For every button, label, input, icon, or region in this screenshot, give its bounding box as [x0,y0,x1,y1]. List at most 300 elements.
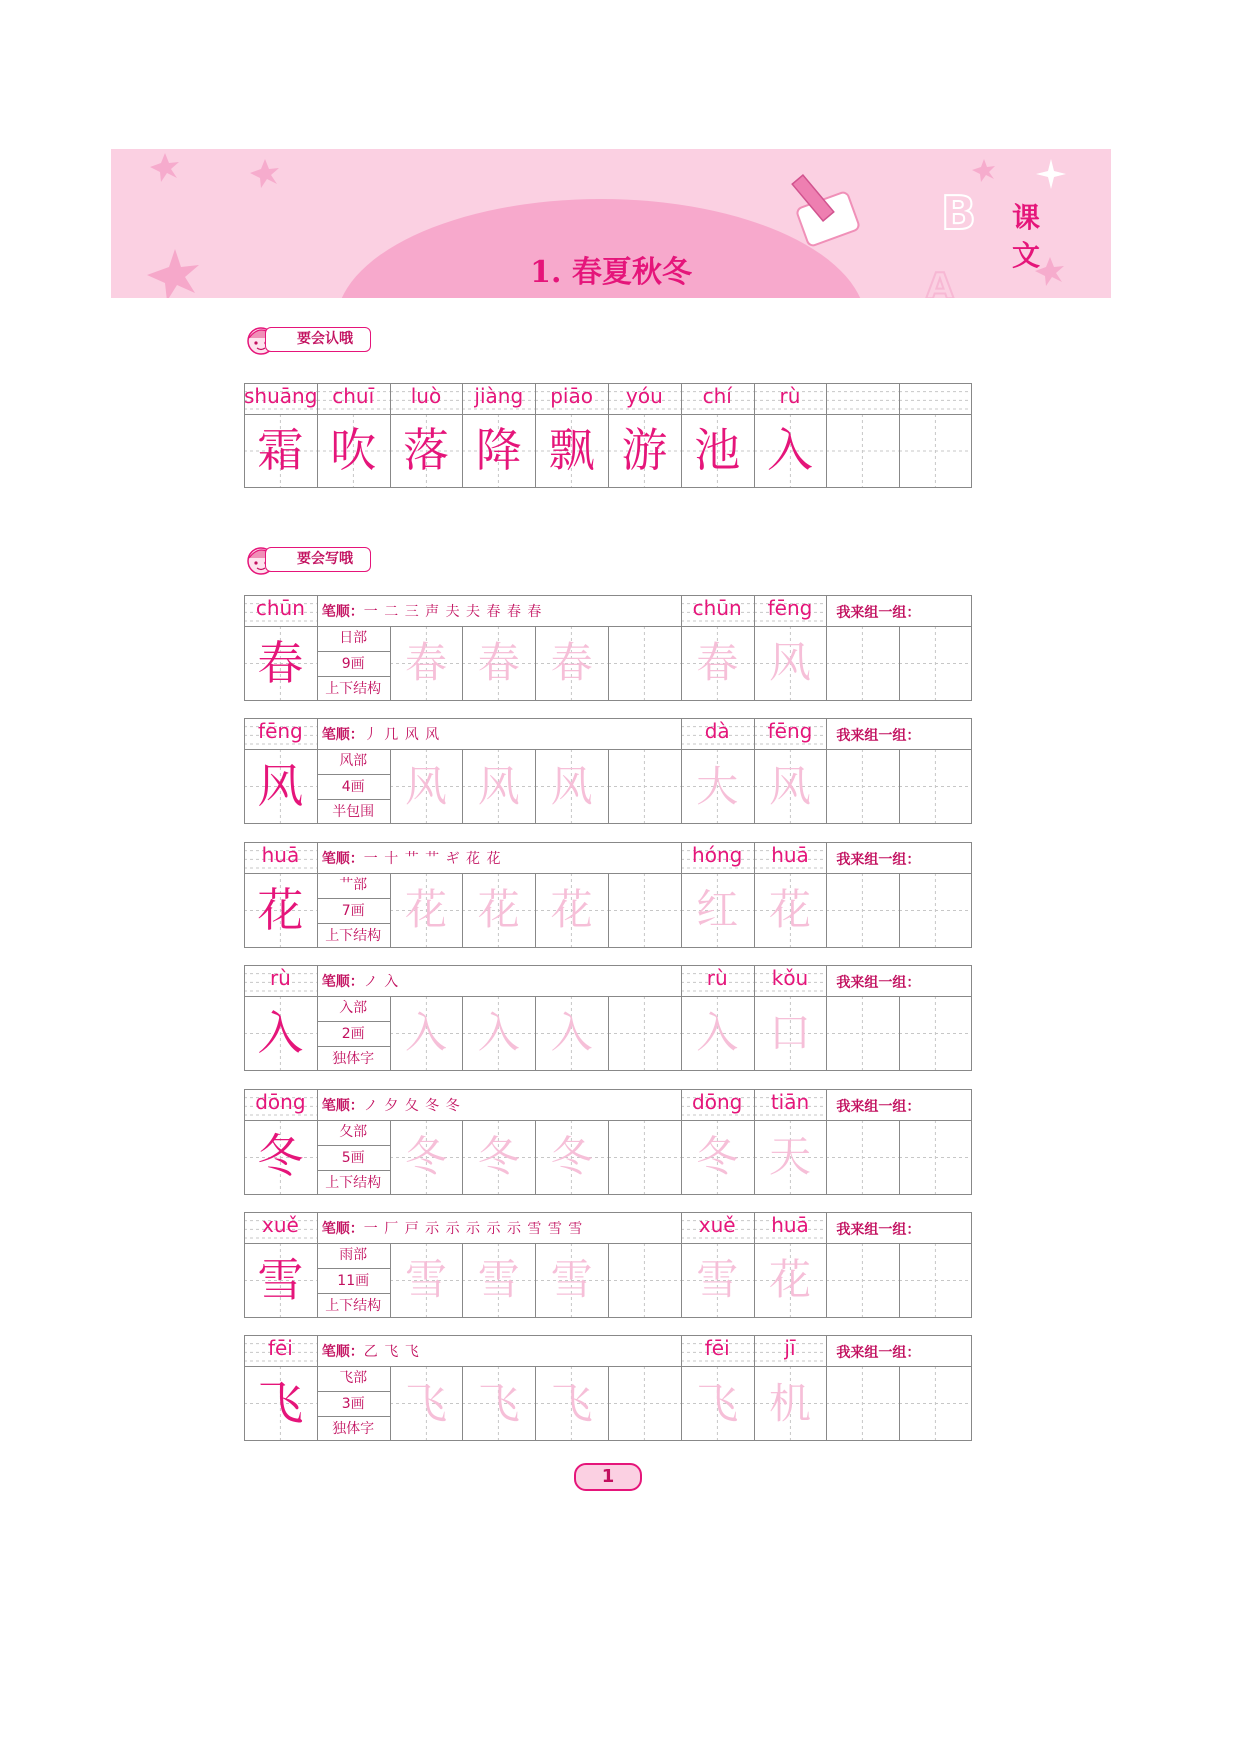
trace-cell[interactable] [681,1366,754,1441]
trace-cell[interactable] [535,626,608,701]
pinyin-text: dōng [692,1089,743,1114]
trace-char: 春 [696,638,739,688]
trace-cell[interactable] [390,1120,463,1195]
trace-char: 入 [550,1008,593,1058]
pinyin-cell [608,383,681,414]
hanzi-cell[interactable] [826,1120,899,1195]
hanzi-cell[interactable] [826,1366,899,1441]
char-structure: 上下结构 [317,1170,390,1196]
char-count: 9画 [317,651,390,677]
hanzi-char: 风 [257,759,304,814]
grid-divider [535,1243,536,1318]
pinyin-cell [754,1335,827,1366]
pinyin-text: tiān [770,1089,810,1114]
grid-divider [317,965,318,1071]
trace-cell[interactable] [681,996,754,1071]
pinyin-cell [390,383,463,414]
trace-cell[interactable] [754,749,827,824]
trace-char: 花 [768,885,811,935]
pinyin-cell [681,383,754,414]
section-tag-label: 要会写哦 [265,547,371,572]
trace-char: 冬 [404,1131,447,1181]
hanzi-char: 落 [402,423,449,478]
grid-divider [462,1366,463,1441]
char-count: 4画 [317,774,390,800]
grid-divider [244,1366,972,1367]
trace-cell[interactable] [535,1120,608,1195]
grid-divider [535,873,536,948]
pinyin-cell [681,1089,754,1120]
pinyin-text: yóu [626,384,663,408]
grid-divider [462,383,463,488]
grid-divider [317,842,318,948]
grid-divider [390,1120,391,1195]
hanzi-cell[interactable] [899,873,972,948]
grid-divider [681,1089,682,1195]
char-count: 3画 [317,1391,390,1417]
stroke-order-label: 笔顺： [321,604,364,620]
group-label: 我来组一组： [836,1098,921,1115]
trace-cell[interactable] [535,1366,608,1441]
section-tag-write [243,542,373,578]
grid-divider [899,626,900,701]
trace-char: 入 [696,1008,739,1058]
trace-cell[interactable] [390,1366,463,1441]
pinyin-cell [681,1212,754,1243]
hanzi-cell[interactable] [754,414,827,488]
grid-divider [390,996,391,1071]
hanzi-cell[interactable] [899,1366,972,1441]
grid-divider [754,842,755,948]
hanzi-cell[interactable] [681,414,754,488]
trace-char: 雪 [550,1255,593,1305]
hanzi-cell[interactable] [899,414,972,488]
grid-divider [608,996,609,1071]
char-structure: 上下结构 [317,1293,390,1319]
pinyin-text: dà [704,719,730,744]
grid-divider [681,1212,682,1318]
char-structure: 半包围 [317,799,390,825]
pinyin-text: fēng [767,719,813,744]
grid-divider [390,383,391,488]
write-block [244,842,972,948]
stroke-order-label: 笔顺： [321,850,364,867]
hanzi-cell[interactable] [244,1120,317,1195]
trace-cell[interactable] [535,873,608,948]
group-label: 我来组一组： [836,851,921,868]
pinyin-text: fēng [767,596,813,620]
trace-char: 天 [768,1131,811,1181]
trace-cell[interactable] [462,996,535,1071]
section-tag-read [243,322,373,358]
group-label: 我来组一组： [836,1345,921,1362]
trace-char: 大 [696,761,739,811]
grid-divider [899,1243,900,1318]
trace-cell[interactable] [390,749,463,824]
letter-a-decoration: A [926,266,954,298]
pinyin-text: rù [269,966,291,991]
trace-char: 风 [768,761,811,811]
hanzi-cell[interactable] [826,873,899,948]
trace-cell[interactable] [681,1120,754,1195]
grid-divider [244,873,972,874]
grid-divider [754,1335,755,1441]
char-structure: 独体字 [317,1046,390,1072]
badge-char: 课 [1011,201,1040,234]
pinyin-text: jiàng [474,384,524,408]
group-label: 我来组一组： [836,605,921,621]
pinyin-cell [244,383,317,414]
trace-cell[interactable] [754,996,827,1071]
hanzi-char: 雪 [257,1252,304,1307]
grid-divider [826,1335,827,1441]
char-info [317,626,390,701]
grid-divider [754,1212,755,1318]
stroke-sequence: 一 厂 戸 示 示 示 示 示 雪 雪 雪 [363,1221,584,1237]
trace-char: 雪 [404,1255,447,1305]
hanzi-cell[interactable] [244,1366,317,1441]
pinyin-text: huā [771,842,809,867]
grid-divider [462,1120,463,1195]
trace-cell[interactable] [681,749,754,824]
pinyin-text: dōng [255,1089,306,1114]
char-radical: 夂部 [339,1123,368,1140]
hanzi-cell[interactable] [462,414,535,488]
pinyin-text: fēi [704,1336,730,1361]
trace-cell[interactable] [462,1120,535,1195]
pinyin-text: fēi [267,1336,293,1361]
lesson-title: 1. 春夏秋冬 [530,255,692,290]
hanzi-cell[interactable] [244,749,317,824]
pinyin-text: luò [410,384,442,408]
pinyin-cell [244,965,317,996]
pinyin-text: rù [779,384,801,408]
trace-cell[interactable] [462,1366,535,1441]
trace-cell[interactable] [681,626,754,701]
grid-divider [390,1243,391,1318]
pinyin-text: fēng [258,719,303,744]
hanzi-cell[interactable] [608,1366,681,1441]
hanzi-cell[interactable] [608,414,681,488]
hanzi-char: 入 [766,423,813,478]
grid-divider [681,1335,682,1441]
stroke-order [322,848,650,868]
hanzi-char: 花 [257,882,304,937]
hanzi-cell[interactable] [899,626,972,701]
char-count: 5画 [317,1145,390,1171]
char-info [317,749,390,824]
trace-char: 红 [696,885,739,935]
write-block [244,1335,972,1441]
trace-cell[interactable] [754,1243,827,1318]
grid-divider [754,718,755,824]
hanzi-cell[interactable] [899,749,972,824]
pinyin-text: chūn [255,596,305,620]
pinyin-cell [462,383,535,414]
hanzi-cell[interactable] [317,414,390,488]
hanzi-cell[interactable] [826,414,899,488]
trace-cell[interactable] [535,749,608,824]
char-count: 2画 [317,1021,390,1047]
trace-cell[interactable] [390,626,463,701]
grid-divider [754,1089,755,1195]
trace-cell[interactable] [462,626,535,701]
stroke-order-label: 笔顺： [321,974,364,991]
pinyin-cell [754,718,827,749]
trace-char: 入 [477,1008,520,1058]
pinyin-text: shuāng [244,384,318,408]
grid-divider [681,595,682,701]
letter-b-decoration: B [941,186,977,240]
grid-divider [535,383,536,488]
hanzi-char: 霜 [257,423,304,478]
pinyin-text: piāo [550,384,593,408]
hanzi-cell[interactable] [608,1120,681,1195]
char-structure: 上下结构 [317,676,390,702]
hanzi-cell[interactable] [826,749,899,824]
grid-divider [535,749,536,824]
trace-cell[interactable] [535,996,608,1071]
stroke-order-label: 笔顺： [321,1221,364,1237]
hanzi-cell[interactable] [244,1243,317,1318]
grid-divider [535,626,536,701]
hanzi-cell[interactable] [244,626,317,701]
hanzi-char: 飘 [548,423,595,478]
grid-divider [390,873,391,948]
grid-divider [899,383,900,488]
grid-divider [899,996,900,1071]
pinyin-cell [244,842,317,873]
grid-divider [754,965,755,1071]
char-info [317,996,390,1071]
group-label: 我来组一组： [836,1222,921,1238]
hanzi-cell[interactable] [826,996,899,1071]
stroke-sequence: 乙 飞 飞 [363,1344,420,1361]
grid-divider [899,873,900,948]
hanzi-cell[interactable] [608,996,681,1071]
trace-char: 冬 [696,1131,739,1181]
grid-divider [244,414,972,415]
trace-char: 春 [404,638,447,688]
pinyin-cell [826,383,899,414]
hanzi-cell[interactable] [608,749,681,824]
write-block [244,1212,972,1318]
trace-char: 春 [477,638,520,688]
pinyin-text: kǒu [771,966,809,991]
pinyin-cell [754,842,827,873]
trace-cell[interactable] [535,1243,608,1318]
grid-divider [754,595,755,701]
stroke-sequence: 丿 几 风 风 [363,727,441,744]
trace-char: 花 [477,885,520,935]
char-radical: 飞部 [339,1370,368,1387]
grid-divider [317,595,318,701]
hanzi-cell[interactable] [244,873,317,948]
grid-divider [826,842,827,948]
write-block [244,1089,972,1195]
grid-divider [681,842,682,948]
grid-divider [608,1366,609,1441]
hanzi-cell[interactable] [535,414,608,488]
grid-divider [462,749,463,824]
trace-cell[interactable] [462,749,535,824]
pinyin-text: chuī [332,384,375,408]
trace-char: 冬 [550,1131,593,1181]
pinyin-cell [681,595,754,626]
hanzi-char: 游 [621,423,668,478]
pinyin-text: huā [261,842,300,867]
grid-divider [754,383,755,488]
trace-cell[interactable] [754,626,827,701]
hanzi-char: 春 [257,635,304,690]
trace-cell[interactable] [754,1120,827,1195]
hanzi-cell[interactable] [244,996,317,1071]
badge-char: 文 [1011,239,1040,272]
grid-divider [317,1089,318,1195]
char-radical: 艹部 [339,876,368,893]
char-info [317,1366,390,1441]
trace-char: 春 [550,638,593,688]
char-info [317,873,390,948]
trace-char: 口 [768,1008,811,1058]
stroke-order-label: 笔顺： [321,1344,364,1361]
hanzi-cell[interactable] [826,1243,899,1318]
grid-divider [826,595,827,701]
hanzi-cell[interactable] [244,414,317,488]
grid-divider [826,383,827,488]
pinyin-cell [681,1335,754,1366]
pinyin-cell [754,1089,827,1120]
trace-char: 花 [404,885,447,935]
write-area [244,595,972,1443]
trace-char: 花 [550,885,593,935]
hanzi-cell[interactable] [608,873,681,948]
char-radical: 入部 [339,1000,368,1017]
trace-char: 飞 [696,1378,739,1428]
hanzi-cell[interactable] [390,414,463,488]
grid-divider [899,749,900,824]
trace-cell[interactable] [754,1366,827,1441]
hanzi-char: 冬 [257,1129,304,1184]
char-info [317,1243,390,1318]
grid-divider [681,965,682,1071]
grid-divider [390,749,391,824]
char-radical: 雨部 [339,1247,368,1263]
pinyin-text: chí [702,384,732,408]
grid-divider [826,1089,827,1195]
trace-char: 冬 [477,1131,520,1181]
trace-cell[interactable] [754,873,827,948]
stroke-order [322,1095,650,1115]
write-block [244,965,972,1071]
grid-divider [462,1243,463,1318]
char-info [317,1120,390,1195]
grid-divider [899,1366,900,1441]
pinyin-cell [244,595,317,626]
hanzi-char: 降 [475,423,522,478]
trace-char: 飞 [550,1378,593,1428]
trace-char: 风 [404,761,447,811]
hanzi-cell[interactable] [826,626,899,701]
group-label: 我来组一组： [836,975,921,992]
grid-divider [317,1335,318,1441]
stroke-sequence: 一 十 艹 艹 ギ 花 花 [363,850,502,867]
pinyin-cell [681,842,754,873]
hanzi-cell[interactable] [899,996,972,1071]
stroke-order [322,971,650,991]
trace-cell[interactable] [681,1243,754,1318]
char-structure: 独体字 [317,1416,390,1442]
char-radical: 风部 [339,753,368,770]
grid-divider [535,1366,536,1441]
char-count: 11画 [317,1268,390,1294]
grid-divider [608,749,609,824]
grid-divider [244,1120,972,1121]
hanzi-cell[interactable] [899,1120,972,1195]
pinyin-cell [317,383,390,414]
stroke-order-label: 笔顺： [321,1097,364,1114]
grid-divider [462,873,463,948]
pinyin-text: xuě [698,1213,736,1237]
trace-char: 飞 [477,1378,520,1428]
grid-divider [535,1120,536,1195]
trace-char: 雪 [696,1255,739,1305]
pinyin-text: rù [706,966,728,991]
trace-cell[interactable] [390,996,463,1071]
grid-divider [899,1120,900,1195]
section-tag-label: 要会认哦 [265,327,371,352]
hanzi-cell[interactable] [608,1243,681,1318]
trace-char: 风 [768,638,811,688]
trace-char: 花 [768,1255,811,1305]
hanzi-cell[interactable] [899,1243,972,1318]
grid-divider [826,965,827,1071]
trace-char: 雪 [477,1255,520,1305]
pinyin-text: jī [784,1336,796,1361]
trace-char: 风 [550,761,593,811]
recognize-grid [244,383,972,488]
grid-divider [244,1243,972,1244]
trace-cell[interactable] [462,873,535,948]
trace-cell[interactable] [390,1243,463,1318]
trace-cell[interactable] [681,873,754,948]
stroke-sequence: ノ 夕 夂 冬 冬 [363,1097,461,1114]
pinyin-cell [899,383,972,414]
group-label: 我来组一组： [836,728,921,745]
grid-divider [244,749,972,750]
stroke-sequence: 一 二 三 声 夫 夫 春 春 春 [363,604,543,620]
grid-divider [681,383,682,488]
trace-cell[interactable] [390,873,463,948]
hanzi-cell[interactable] [608,626,681,701]
trace-cell[interactable] [462,1243,535,1318]
hanzi-char: 入 [257,1006,304,1061]
pinyin-cell [754,1212,827,1243]
page-number: 1 [574,1463,642,1491]
char-structure: 上下结构 [317,923,390,949]
grid-divider [608,873,609,948]
grid-divider [390,626,391,701]
pinyin-cell [244,718,317,749]
grid-divider [317,1212,318,1318]
char-count: 7画 [317,898,390,924]
stroke-order [322,601,650,621]
stroke-order [322,1341,650,1361]
grid-divider [681,718,682,824]
char-radical: 日部 [339,630,368,646]
pinyin-cell [681,718,754,749]
stroke-order-label: 笔顺： [321,727,364,744]
